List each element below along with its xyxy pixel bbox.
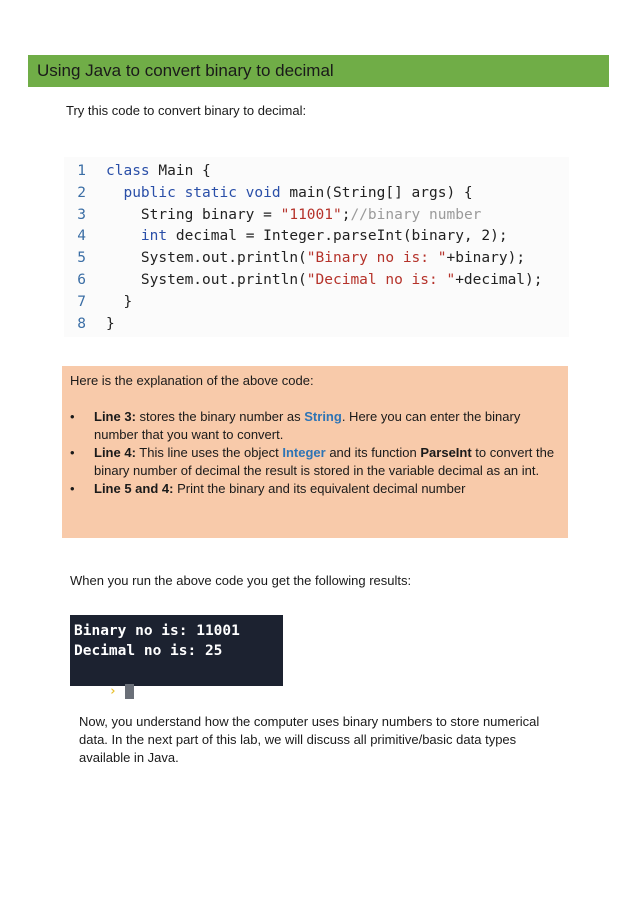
code-indent bbox=[106, 250, 141, 266]
bullet-label: Line 3: bbox=[94, 409, 136, 424]
code-text bbox=[106, 269, 543, 291]
code-line bbox=[64, 247, 569, 269]
code-indent bbox=[106, 207, 141, 223]
code-text bbox=[106, 247, 525, 269]
prompt-icon: › bbox=[108, 684, 117, 699]
bullet-icon: • bbox=[70, 409, 75, 424]
bullet-label: Line 5 and 4: bbox=[94, 481, 174, 496]
explanation-bullet-line3 bbox=[70, 408, 560, 444]
line-number: 5 bbox=[77, 250, 86, 267]
bullet-text: stores the binary number as bbox=[135, 409, 305, 424]
bullet-text: to convert the binary number of decimal the result is stored in the variable decimal as an int. bbox=[94, 445, 555, 478]
line-number: 4 bbox=[77, 228, 86, 245]
explanation-box bbox=[62, 366, 568, 538]
code-token: } bbox=[106, 315, 115, 332]
code-text bbox=[106, 313, 115, 335]
code-token: System.out.println( bbox=[140, 250, 307, 267]
code-token: +decimal); bbox=[455, 272, 543, 288]
bullet-icon: • bbox=[70, 481, 75, 496]
code-token: } bbox=[123, 293, 133, 310]
terminal-output bbox=[70, 615, 283, 699]
keyword-highlight: Integer bbox=[282, 445, 326, 460]
code-token: decimal = Integer.parseInt(binary, bbox=[167, 228, 482, 245]
bullet-text: and its function bbox=[325, 445, 421, 460]
terminal-line-binary: Binary no is: 11001 bbox=[74, 623, 240, 639]
section-title: Using Java to convert binary to decimal bbox=[37, 61, 334, 80]
code-line bbox=[64, 160, 569, 182]
code-token: String binary = bbox=[140, 206, 281, 223]
terminal-prompt-line bbox=[74, 661, 283, 699]
code-text bbox=[106, 225, 508, 247]
line-number: 1 bbox=[77, 163, 86, 179]
bullet-text: . Here you can enter the binary number that you want to convert. bbox=[94, 409, 521, 442]
code-text bbox=[106, 291, 132, 313]
section-header bbox=[28, 55, 609, 87]
code-text bbox=[106, 182, 473, 204]
code-line bbox=[64, 291, 569, 313]
line-number: 8 bbox=[77, 315, 86, 332]
outro-text: Now, you understand how the computer uses binary numbers to store numerical data. In the next part of this lab, we will discuss all primitive/basic data types available in Java. bbox=[79, 714, 540, 765]
code-token: "11001" bbox=[280, 206, 342, 223]
code-token: "Binary no is: " bbox=[306, 250, 447, 267]
explanation-bullet-line4 bbox=[70, 444, 560, 480]
results-intro-text: When you run the above code you get the following results: bbox=[70, 573, 412, 588]
code-line bbox=[64, 313, 569, 335]
explanation-bullet-line5 bbox=[70, 480, 560, 498]
bullet-text: This line uses the object bbox=[135, 445, 283, 460]
code-line bbox=[64, 204, 569, 226]
line-number: 2 bbox=[77, 184, 86, 201]
code-line bbox=[64, 225, 569, 247]
code-text bbox=[106, 160, 211, 182]
line-number: 6 bbox=[77, 272, 86, 288]
explanation-intro: Here is the explanation of the above code: bbox=[70, 373, 314, 388]
code-token: public static void bbox=[123, 184, 281, 201]
bullet-text: Print the binary and its equivalent decimal number bbox=[173, 481, 466, 496]
code-indent bbox=[106, 185, 123, 201]
bullet-label: Line 4: bbox=[94, 445, 136, 460]
intro-text: Try this code to convert binary to decimal: bbox=[66, 103, 307, 118]
code-token: "Decimal no is: " bbox=[306, 272, 456, 288]
code-line bbox=[64, 182, 569, 204]
code-token: Main { bbox=[149, 163, 211, 179]
code-indent bbox=[106, 294, 123, 310]
code-indent bbox=[106, 228, 141, 244]
code-token: main(String[] args) { bbox=[280, 184, 473, 201]
code-token: int bbox=[140, 228, 168, 245]
code-line bbox=[64, 269, 569, 291]
terminal-line-decimal: Decimal no is: 25 bbox=[74, 643, 223, 659]
code-token: System.out.println( bbox=[140, 272, 307, 288]
code-token: class bbox=[106, 163, 150, 179]
code-indent bbox=[106, 272, 141, 288]
code-text bbox=[106, 204, 481, 226]
code-block bbox=[64, 157, 569, 337]
keyword-bold: ParseInt bbox=[420, 445, 472, 460]
line-number: 7 bbox=[77, 293, 86, 310]
code-token: //binary number bbox=[350, 206, 482, 223]
code-token: 2 bbox=[481, 228, 491, 245]
bullet-icon: • bbox=[70, 445, 75, 460]
cursor-icon bbox=[125, 684, 134, 699]
line-number: 3 bbox=[77, 206, 86, 223]
code-token: +binary); bbox=[446, 250, 526, 267]
code-token: ); bbox=[490, 228, 508, 245]
code-token: ; bbox=[341, 206, 351, 223]
keyword-highlight: String bbox=[304, 409, 342, 424]
